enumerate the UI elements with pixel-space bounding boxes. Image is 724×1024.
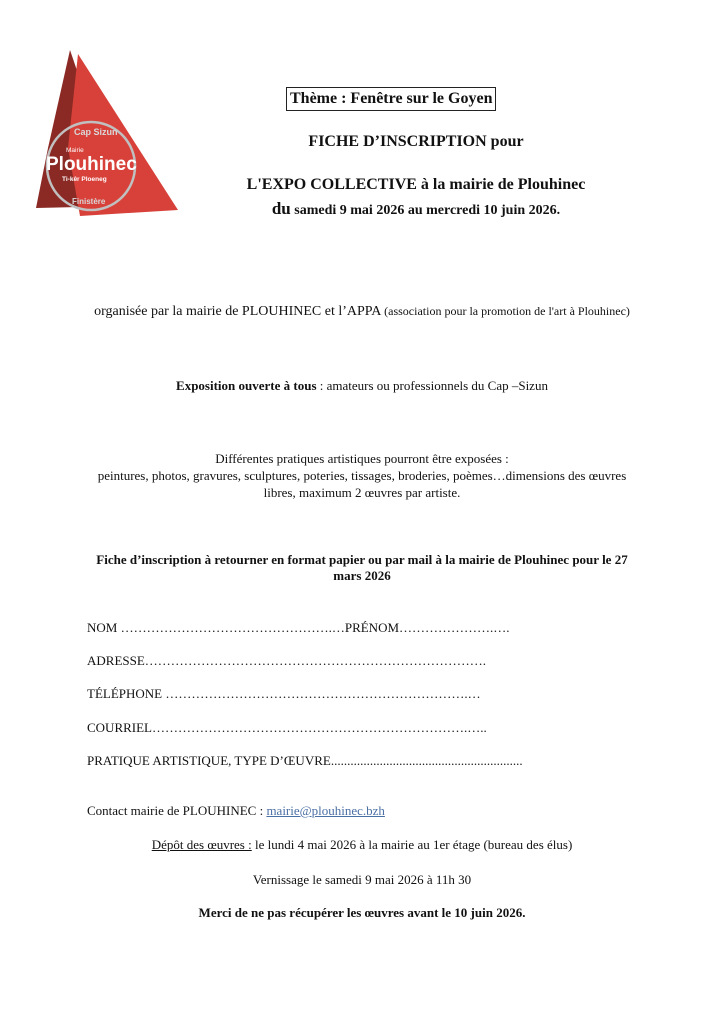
organizer-association: (association pour la promotion de l'art à Plouhinec) (384, 304, 630, 318)
field-pratique[interactable]: PRATIQUE ARTISTIQUE, TYPE D’ŒUVRE........................................................... (87, 753, 523, 768)
vernissage-line: Vernissage le samedi 9 mai 2026 à 11h 30 (252, 872, 472, 887)
dates-du: du (271, 199, 291, 218)
form-heading: FICHE D’INSCRIPTION pour (308, 133, 524, 150)
exhibition-open-audience: : amateurs ou professionnels du Cap –Sizun (316, 378, 548, 393)
field-nom-prenom[interactable]: NOM ………………………………………….…PRÉNOM………………….…. (87, 620, 510, 635)
organizer-main: organisée par la mairie de PLOUHINEC et l’APPA (94, 304, 385, 319)
logo-text-mairie: Mairie (66, 147, 84, 154)
field-courriel[interactable]: COURRIEL……………………………………………………………….….. (87, 720, 487, 735)
contact-email-link[interactable]: mairie@plouhinec.bzh (266, 803, 385, 818)
theme-title: Thème : Fenêtre sur le Goyen (286, 87, 496, 111)
exhibition-open-label: Exposition ouverte à tous (176, 378, 317, 393)
field-telephone[interactable]: TÉLÉPHONE …………………………………………………………….… (87, 686, 481, 701)
logo-text-bottom: Finistère (72, 197, 106, 206)
dates-range: samedi 9 mai 2026 au mercredi 10 juin 2026. (290, 203, 561, 218)
contact-line (87, 803, 385, 819)
deposit-line (0, 837, 724, 853)
expo-heading: L'EXPO COLLECTIVE à la mairie de Plouhinec (246, 176, 586, 193)
exhibition-open (0, 378, 724, 394)
logo-text-name: Plouhinec (46, 154, 137, 175)
practices-list: peintures, photos, gravures, sculptures, poteries, tissages, broderies, poèmes…dimensions des œuvres libres, maximum 2 œuvres par artiste. (97, 468, 627, 500)
organizer-text (80, 303, 644, 320)
logo-text-top: Cap Sizun (74, 127, 118, 137)
expo-dates (0, 199, 724, 219)
return-instructions: Fiche d’inscription à retourner en format papier ou par mail à la mairie de Plouhinec pour le 27 mars 2026 (96, 552, 628, 583)
contact-label: Contact mairie de PLOUHINEC : (87, 803, 267, 818)
logo-text-breton: Ti-kêr Ploeneg (62, 176, 107, 183)
deposit-label: Dépôt des œuvres : (151, 837, 252, 852)
field-adresse[interactable]: ADRESSE……………………………………………………………………. (87, 653, 487, 668)
thank-you-note: Merci de ne pas récupérer les œuvres avant le 10 juin 2026. (198, 905, 526, 920)
deposit-details: le lundi 4 mai 2026 à la mairie au 1er étage (bureau des élus) (251, 837, 573, 852)
practices-text (82, 450, 642, 501)
practices-intro: Différentes pratiques artistiques pourront être exposées : (215, 451, 509, 466)
